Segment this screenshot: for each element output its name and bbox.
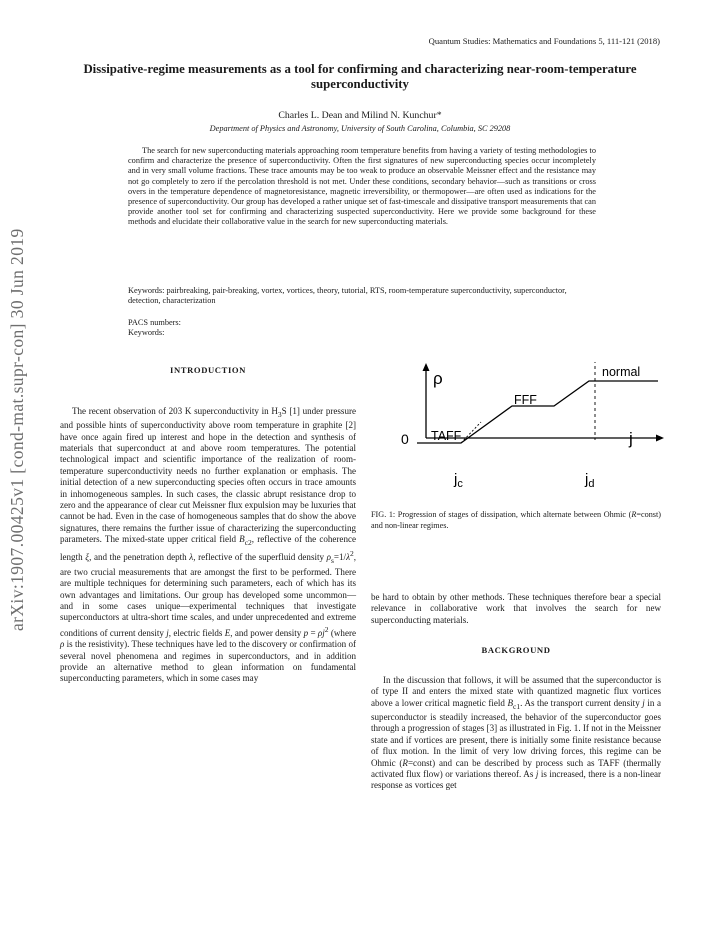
normal-label: normal xyxy=(602,365,641,379)
figure-1-caption: FIG. 1: Progression of stages of dissipation, which alternate between Ohmic (R=const) and non-linear regimes. xyxy=(371,510,661,530)
background-heading: BACKGROUND xyxy=(481,645,551,655)
paper-title: Dissipative-regime measurements as a tool for confirming and characterizing near-room-temperature superconductivity xyxy=(83,62,637,91)
paper-keywords: Keywords: pairbreaking, pair-breaking, vortex, vortices, theory, tutorial, RTS, room-temperature superconductivity, superconductor, detection, characterization xyxy=(128,286,567,306)
pacs-line: PACS numbers: xyxy=(128,318,181,327)
paper-affiliation: Department of Physics and Astronomy, University of South Carolina, Columbia, SC 29208 xyxy=(209,124,511,133)
origin-label: 0 xyxy=(401,431,409,447)
taff-label: TAFF xyxy=(431,429,462,443)
jc-dashed-line xyxy=(461,422,481,443)
jd-label xyxy=(584,471,594,490)
pacs-block xyxy=(128,318,428,338)
paper-abstract: The search for new superconducting materials approaching room temperature benefits from having a variety of testing methodologies to confirm and characterize the presence of superconductivity. Often the first signatures of new superconducting species occur incompletely and in very small volume fractions. These trace amounts may be too weak to produce an observable Meissner effect and the resistance may not go completely to zero if the percolation threshold is not met. Under these conditions, secondary behavior—such as transitions or cross overs in the temperature dependence of magnetoresistance, magnetic irreversibility, or thermopower—are often used as indications for the presence of superconductivity. Our group has developed a rather unique set of fast-timescale and dissipative transport measurements that can provide another tool set for confirming and characterizing suspected superconductivity. Here we provide some background for these methods and elucidate their collaborative value in the search for new superconducting materials. xyxy=(128,146,596,227)
introduction-text: The recent observation of 203 K superconductivity in $H_3S$ [1] under pressure and possible hints of superconductivity above room temperature in graphite [2] have once again fired up interest and hope in the detection and synthesis of materials that superconduct at and above room temperatures. The potential technological impact and scientific importance of the realization of room-temperature superconductivity needs no further explanation or emphasis. The initial detection of a new superconducting species often occurs in trace amounts in inhomogeneous samples. In such cases, the classic abrupt resistance drop to zero and the appearance of clear cut Meissner flux expulsion may be luxuries that cannot be had. Even in the case of homogeneous samples that do show the above signatures, there remains the further issue of characterizing the superconducting parameters. The mixed-state upper critical field $B_{c2}$, reflective of the coherence length ξ, and the penetration depth λ, reflective of the superfluid density $\rho_s=1/\lambda^2$, are two crucial measurements that are amongst the first to be performed. There are multiple techniques for determining such parameters, each of which has its own advantages and limitations. Our group has developed some uncommon—and in some cases unique—experimental techniques that investigate superconductors at ultra-short time scales, and under unprecedented and extreme conditions of current density j, electric fields E, and power density $p = \rho j^2$ (where ρ is the resistivity). These techniques have led to the discovery or confirmation of several novel phenomena and regimes in superconductors, and in addition provide an alternative method to glean information on fundamental superconducting parameters, which in some cases may xyxy=(60,406,357,684)
jc-label-sub: c xyxy=(457,478,463,490)
y-axis-arrow xyxy=(423,363,430,371)
keywords-line: Keywords: xyxy=(128,328,165,338)
fff-label: FFF xyxy=(514,393,537,407)
paper-authors: Charles L. Dean and Milind N. Kunchur* xyxy=(278,110,442,121)
introduction-heading: INTRODUCTION xyxy=(170,365,246,375)
figure-1 xyxy=(371,362,671,497)
jd-label-sub: d xyxy=(588,478,595,490)
y-axis-label: ρ xyxy=(433,369,443,388)
introduction-continued-text: be hard to obtain by other methods. These techniques therefore bear a special relevance in collaborative work that involves the search for new superconducting materials. xyxy=(371,592,661,625)
background-text: In the discussion that follows, it will be assumed that the superconductor is of type II and enters the mixed state with quantized magnetic flux vortices above a lower critical magnetic field $B_{c1}$. As the transport current density j in a superconductor is steadily increased, the behavior of the superconductor goes through a progression of stages [3] as illustrated in Fig. 1. If not in the Meissner state and if vortices are present, there is initially some finite resistance because of flux motion. In the limit of very low driving forces, this regime can be Ohmic (R=const) and can be described by process such as TAFF (thermally activated flux flow) or variations thereof. As j is increased, there is a non-linear response as vortices get xyxy=(371,675,661,791)
jd-label-base: j xyxy=(585,471,589,488)
journal-reference: Quantum Studies: Mathematics and Foundations 5, 111-121 (2018) xyxy=(428,36,660,46)
arxiv-identifier[interactable]: arXiv:1907.00425v1 [cond-mat.supr-con] 30 Jun 2019 xyxy=(7,228,27,632)
x-axis-label: j xyxy=(629,429,633,448)
x-axis-arrow xyxy=(656,435,664,442)
jc-label-base: j xyxy=(454,471,458,488)
jc-label xyxy=(453,471,463,490)
